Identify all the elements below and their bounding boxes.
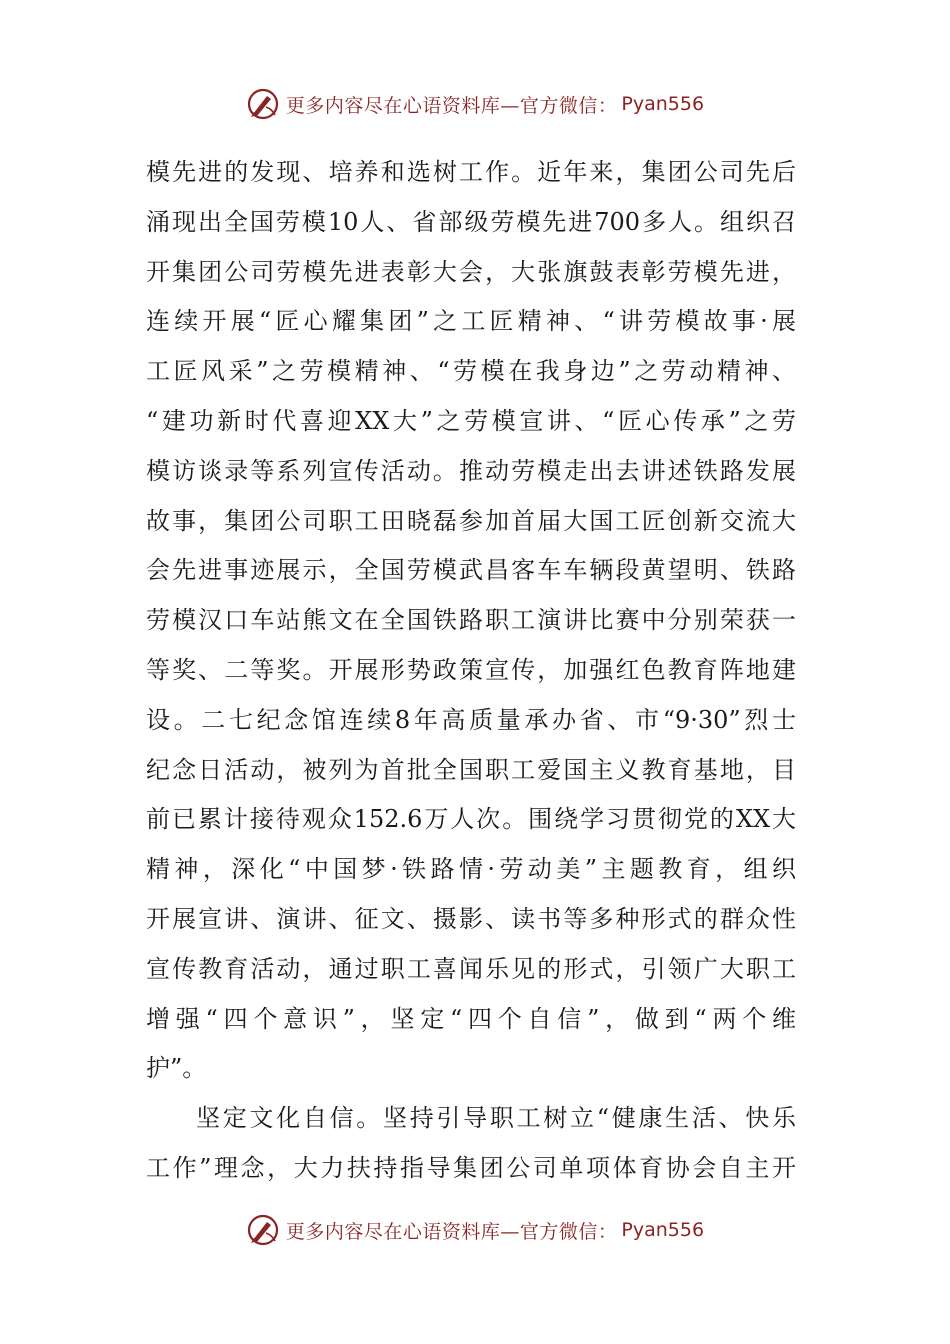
text-line: 连续开展“匠心耀集团”之工匠精神、“讲劳模故事·展	[146, 307, 796, 336]
watermark-text: 更多内容尽在心语资料库—官方微信：	[285, 1220, 618, 1243]
pen-logo-icon	[246, 1213, 280, 1247]
text-line: 开集团公司劳模先进表彰大会，大张旗鼓表彰劳模先进，	[146, 257, 796, 286]
header-watermark	[0, 82, 950, 126]
text-line: “建功新时代喜迎XX大”之劳模宣讲、“匠心传承”之劳	[146, 406, 796, 435]
text-line: 增强“四个意识”，坚定“四个自信”，做到“两个维	[146, 1004, 796, 1033]
text-line: 坚定文化自信。坚持引导职工树立“健康生活、快乐	[196, 1104, 796, 1133]
text-line: 设。二七纪念馆连续8年高质量承办省、市“9·30”烈士	[146, 705, 796, 734]
text-line: 开展宣讲、演讲、征文、摄影、读书等多种形式的群众性	[146, 904, 796, 933]
wechat-id: Pyan556	[621, 1219, 705, 1241]
text-line: 宣传教育活动，通过职工喜闻乐见的形式，引领广大职工	[146, 954, 796, 983]
text-line: 模访谈录等系列宣传活动。推动劳模走出去讲述铁路发展	[146, 456, 796, 485]
text-line: 劳模汉口车站熊文在全国铁路职工演讲比赛中分别荣获一	[146, 606, 796, 635]
text-line: 精神，深化“中国梦·铁路情·劳动美”主题教育，组织	[146, 855, 796, 884]
text-line: 工匠风采”之劳模精神、“劳模在我身边”之劳动精神、	[146, 357, 796, 386]
paragraph-1	[146, 148, 796, 1094]
text-line: 模先进的发现、培养和选树工作。近年来，集团公司先后	[146, 158, 796, 186]
pen-logo-icon	[246, 87, 280, 121]
text-line: 等奖、二等奖。开展形势政策宣传，加强红色教育阵地建	[146, 655, 796, 684]
text-line: 故事，集团公司职工田晓磊参加首届大国工匠创新交流大	[146, 506, 796, 535]
text-line: 涌现出全国劳模10人、省部级劳模先进700多人。组织召	[146, 207, 796, 236]
text-line: 护”。	[146, 1054, 207, 1083]
text-line: 前已累计接待观众152.6万人次。围绕学习贯彻党的XX大	[146, 805, 796, 834]
watermark-text: 更多内容尽在心语资料库—官方微信：	[285, 94, 618, 117]
paragraph-2	[146, 1094, 796, 1194]
text-line: 工作”理念，大力扶持指导集团公司单项体育协会自主开	[146, 1153, 796, 1182]
text-line: 会先进事迹展示，全国劳模武昌客车车辆段黄望明、铁路	[146, 556, 796, 585]
footer-watermark	[0, 1208, 950, 1252]
text-line: 纪念日活动，被列为首批全国职工爱国主义教育基地，目	[146, 755, 796, 784]
wechat-id: Pyan556	[621, 93, 705, 115]
document-body	[146, 148, 796, 1194]
